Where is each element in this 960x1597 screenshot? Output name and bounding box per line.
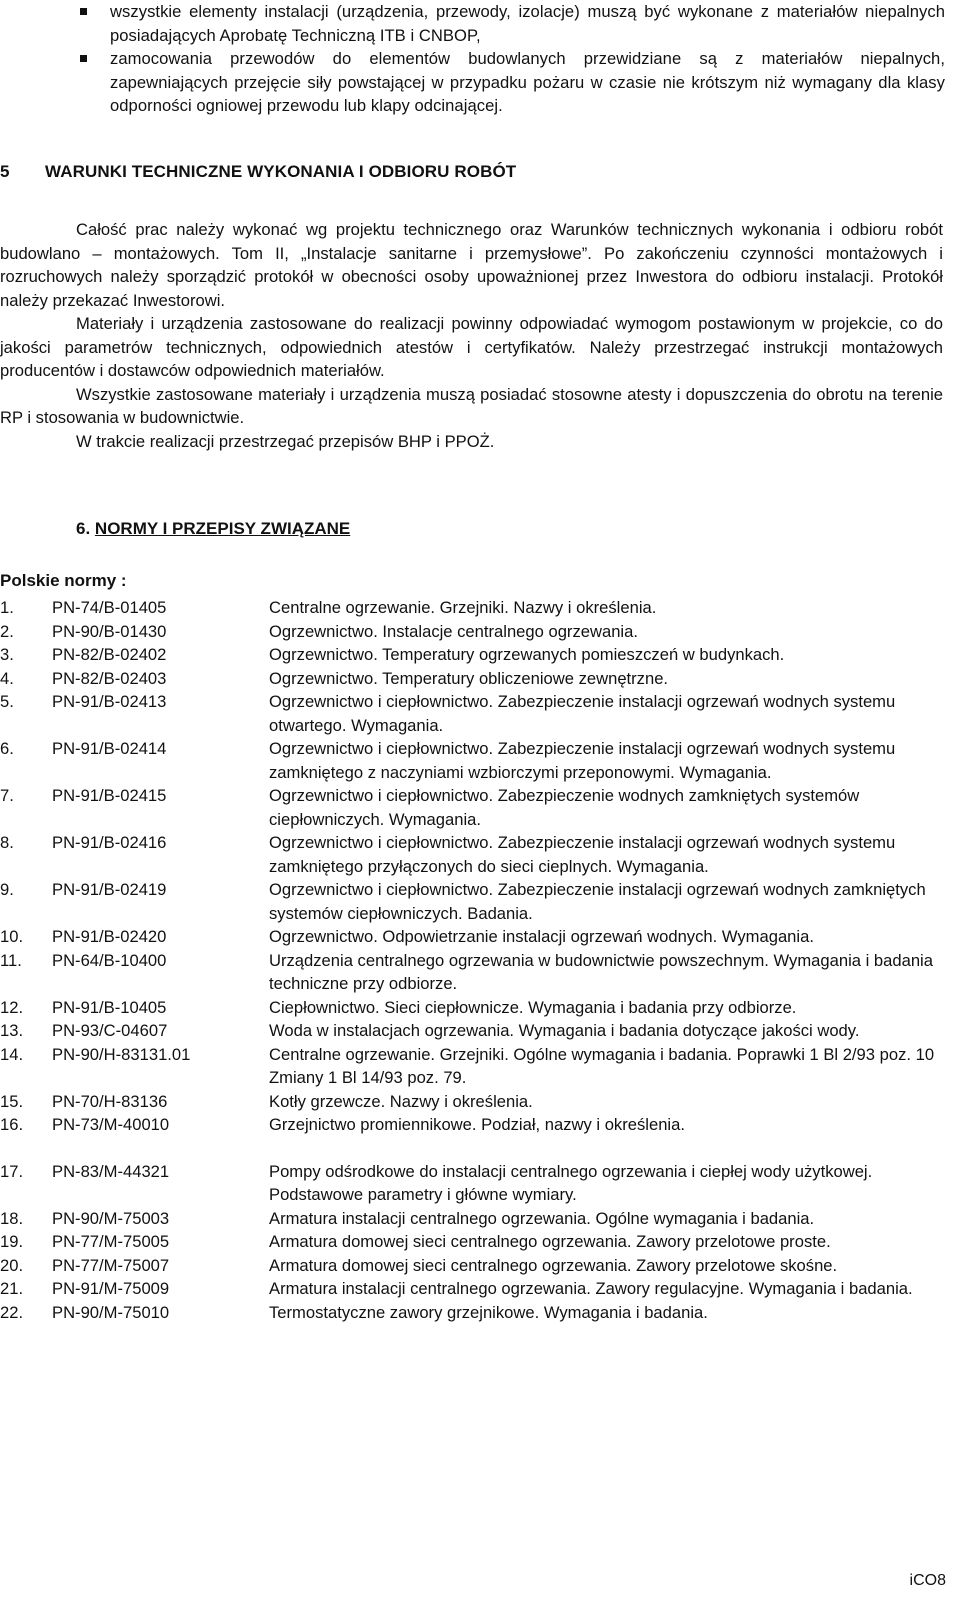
norm-code: PN-91/B-10405 (52, 997, 167, 1017)
norm-title: Grzejnictwo promiennikowe. Podział, nazwy i określenia. (269, 1115, 685, 1134)
norm-number: 17. (0, 1161, 24, 1181)
norm-title: Armatura instalacji centralnego ogrzewania. Zawory regulacyjne. Wymagania i badania. (269, 1279, 913, 1298)
norm-number: 19. (0, 1232, 24, 1251)
norm-row (0, 1019, 945, 1043)
norm-code: PN-82/B-02402 (52, 645, 167, 664)
section-5-number: 5 (0, 162, 10, 181)
norm-row (0, 1230, 945, 1254)
section-5-body (0, 218, 943, 453)
norm-number: 11. (0, 950, 22, 970)
norm-number: 14. (0, 1044, 24, 1064)
norm-row (0, 690, 945, 737)
paragraph-text: Wszystkie zastosowane materiały i urządzenia muszą posiadać stosowne atesty i dopuszczenia do obrotu na terenie RP i stosowania w budownictwie. (0, 384, 943, 427)
norm-number: 9. (0, 880, 14, 899)
norm-row (0, 1090, 945, 1114)
norm-row (0, 643, 945, 667)
norm-title: Armatura instalacji centralnego ogrzewania. Ogólne wymagania i badania. (269, 1208, 815, 1228)
bullet-text: zamocowania przewodów do elementów budowlanych przewidziane są z materiałów niepalnych, zapewniających przejęcie siły powstającej w przypadku pożaru w czasie nie krótszym niż wymagany dla klasy odporności ogniowej przewodu lub klapy odcinającej. (110, 49, 945, 115)
norm-title: Centralne ogrzewanie. Grzejniki. Nazwy i określenia. (269, 598, 657, 617)
norm-row (0, 1277, 945, 1301)
paragraph-text: Materiały i urządzenia zastosowane do realizacji powinny odpowiadać wymogom postawionym w projekcie, co do jakości parametrów technicznych, odpowiednich atestów i certyfikatów. Należy przestrzegać instrukcji montażowych producentów i dostawców odpowiednich materiałów. (0, 314, 943, 380)
norm-code: PN-91/B-02420 (52, 927, 167, 946)
norm-row (0, 831, 945, 878)
section-6-heading (76, 519, 350, 539)
norm-row (0, 996, 945, 1020)
norm-number: 1. (0, 598, 14, 617)
norm-number: 22. (0, 1302, 24, 1322)
norm-title: Woda w instalacjach ogrzewania. Wymagania i badania dotyczące jakości wody. (269, 1021, 860, 1040)
norm-number: 4. (0, 668, 14, 688)
norm-number: 21. (0, 1279, 24, 1298)
norm-row (0, 620, 945, 644)
norm-code: PN-91/B-02413 (52, 692, 167, 711)
norm-title: Ogrzewnictwo i ciepłownictwo. Zabezpieczenie wodnych zamkniętych systemów ciepłowniczych. Wymagania. (269, 786, 860, 829)
norm-title: Pompy odśrodkowe do instalacji centralnego ogrzewania i ciepłej wody użytkowej. Podstawowe parametry i główne wymiary. (269, 1161, 873, 1204)
norm-code: PN-91/B-02416 (52, 833, 167, 852)
norm-number: 8. (0, 833, 14, 852)
section-5-paragraph-2 (0, 312, 943, 383)
norm-title: Armatura domowej sieci centralnego ogrzewania. Zawory przelotowe proste. (269, 1232, 831, 1251)
section-6-title: NORMY I PRZEPISY ZWIĄZANE (94, 519, 351, 538)
footer-label: iCO8 (909, 1572, 946, 1589)
norm-number: 15. (0, 1091, 24, 1111)
section-5-paragraph-4 (0, 430, 943, 454)
norm-title: Ogrzewnictwo. Temperatury obliczeniowe zewnętrzne. (269, 668, 669, 688)
norm-title: Ogrzewnictwo. Instalacje centralnego ogrzewania. (269, 621, 638, 641)
polish-norms-subheading: Polskie normy : (0, 571, 127, 590)
norm-row (0, 1207, 945, 1231)
norm-row (0, 878, 945, 925)
norm-title: Ogrzewnictwo. Temperatury ogrzewanych pomieszczeń w budynkach. (269, 645, 785, 664)
norm-number: 2. (0, 621, 14, 641)
norm-code: PN-91/B-02414 (52, 739, 167, 758)
bullet-item (70, 0, 945, 47)
norm-title: Centralne ogrzewanie. Grzejniki. Ogólne wymagania i badania. Poprawki 1 Bl 2/93 poz. 10 Zmiany 1 Bl 14/93 poz. 79. (269, 1044, 935, 1087)
norm-row (0, 925, 945, 949)
norm-title: Urządzenia centralnego ogrzewania w budownictwie powszechnym. Wymagania i badania techniczne przy odbiorze. (269, 950, 933, 993)
norm-title: Ogrzewnictwo i ciepłownictwo. Zabezpieczenie instalacji ogrzewań wodnych systemu otwartego. Wymagania. (269, 692, 896, 735)
bullet-item (70, 47, 945, 118)
norm-code: PN-82/B-02403 (52, 668, 167, 688)
norms-list (0, 596, 945, 1324)
norm-number: 16. (0, 1115, 24, 1134)
section-5-heading (0, 162, 516, 182)
norm-title: Termostatyczne zawory grzejnikowe. Wymagania i badania. (269, 1302, 708, 1322)
norm-code: PN-74/B-01405 (52, 598, 167, 617)
norm-code: PN-91/M-75009 (52, 1279, 170, 1298)
norm-number: 10. (0, 927, 24, 946)
norm-row (0, 667, 945, 691)
norm-row (0, 1160, 945, 1207)
norm-row (0, 1254, 945, 1278)
norm-row (0, 596, 945, 620)
norm-title: Kotły grzewcze. Nazwy i określenia. (269, 1091, 533, 1111)
norm-number: 7. (0, 786, 14, 805)
norm-code: PN-90/B-01430 (52, 621, 167, 641)
norm-title: Ogrzewnictwo. Odpowietrzanie instalacji ogrzewań wodnych. Wymagania. (269, 927, 814, 946)
norm-code: PN-91/B-02415 (52, 786, 167, 805)
norm-code: PN-90/H-83131.01 (52, 1044, 191, 1064)
norm-code: PN-93/C-04607 (52, 1021, 168, 1040)
norm-code: PN-64/B-10400 (52, 950, 167, 970)
norm-code: PN-70/H-83136 (52, 1091, 168, 1111)
norm-number: 12. (0, 997, 24, 1017)
norm-title: Armatura domowej sieci centralnego ogrzewania. Zawory przelotowe skośne. (269, 1255, 838, 1275)
paragraph-text: Całość prac należy wykonać wg projektu technicznego oraz Warunków technicznych wykonania i odbioru robót budowlano – montażowych. Tom II, „Instalacje sanitarne i przemysłowe”. Po zakończeniu czynności montażowych i rozruchowych należy sporządzić protokół w obecności osoby upoważnionej przez Inwestora do odbioru instalacji. Protokół należy przekazać Inwestorowi. (0, 220, 943, 310)
norm-code: PN-77/M-75007 (52, 1255, 170, 1275)
norm-number: 18. (0, 1208, 24, 1228)
norm-row (0, 737, 945, 784)
norm-title: Ogrzewnictwo i ciepłownictwo. Zabezpieczenie instalacji ogrzewań wodnych systemu zamkniętego z naczyniami wzbiorczymi przeponowymi. Wymagania. (269, 739, 896, 782)
norm-row (0, 1043, 945, 1090)
section-5-paragraph-3 (0, 383, 943, 430)
norm-code: PN-91/B-02419 (52, 880, 167, 899)
norm-row (0, 784, 945, 831)
square-bullet-icon (80, 8, 87, 15)
norm-code: PN-77/M-75005 (52, 1232, 170, 1251)
section-6-number: 6. (76, 519, 91, 538)
paragraph-text: W trakcie realizacji przestrzegać przepisów BHP i PPOŻ. (76, 431, 495, 451)
norm-title: Ogrzewnictwo i ciepłownictwo. Zabezpieczenie instalacji ogrzewań wodnych zamkniętych systemów ciepłowniczych. Badania. (269, 880, 926, 923)
norm-code: PN-83/M-44321 (52, 1161, 170, 1181)
bullet-text: wszystkie elementy instalacji (urządzenia, przewody, izolacje) muszą być wykonane z materiałów niepalnych posiadających Aprobatę Techniczną ITB i CNBOP, (110, 2, 945, 45)
norm-title: Ogrzewnictwo i ciepłownictwo. Zabezpieczenie instalacji ogrzewań wodnych systemu zamkniętego przyłączonych do sieci cieplnych. Wymagania. (269, 833, 896, 876)
section-5-title: WARUNKI TECHNICZNE WYKONANIA I ODBIORU ROBÓT (45, 162, 517, 181)
norm-row (0, 1113, 945, 1137)
norm-number: 13. (0, 1021, 24, 1040)
norm-code: PN-90/M-75010 (52, 1302, 170, 1322)
norm-code: PN-73/M-40010 (52, 1115, 170, 1134)
requirements-bullet-list (70, 0, 945, 118)
norm-row (0, 949, 945, 996)
norm-number: 5. (0, 692, 14, 711)
norm-number: 3. (0, 645, 14, 664)
norm-number: 6. (0, 739, 14, 758)
norm-code: PN-90/M-75003 (52, 1208, 170, 1228)
norm-number: 20. (0, 1255, 24, 1275)
section-5-paragraph-1 (0, 218, 943, 312)
norm-title: Ciepłownictwo. Sieci ciepłownicze. Wymagania i badania przy odbiorze. (269, 997, 797, 1017)
square-bullet-icon (80, 55, 87, 62)
norm-row (0, 1301, 945, 1325)
